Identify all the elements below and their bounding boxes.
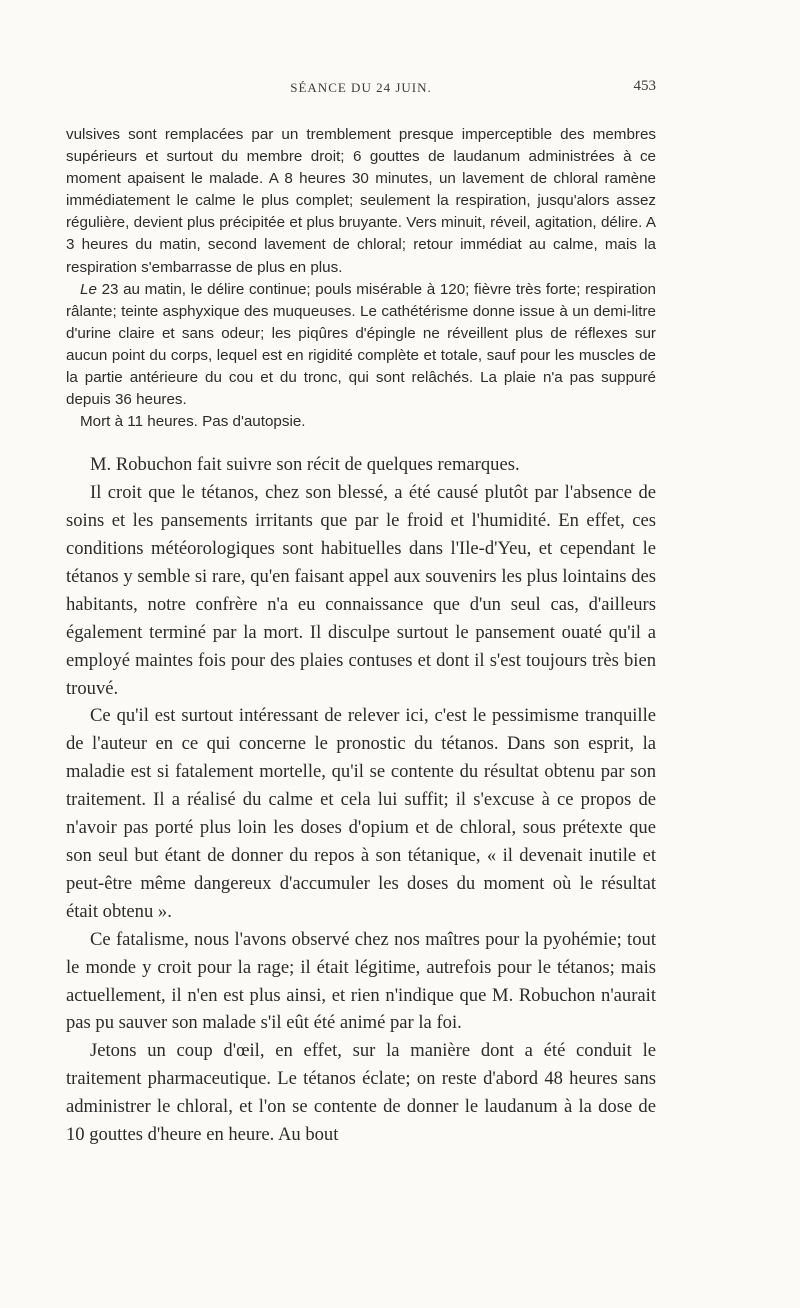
observation-paragraph-2 [66, 279, 656, 412]
observation-date-word: Le [80, 280, 97, 298]
running-title: SÉANCE DU 24 JUIN. [290, 80, 432, 95]
book-page [66, 76, 656, 1149]
commentary [66, 451, 656, 1149]
page-number: 453 [633, 78, 656, 94]
commentary-paragraph-5: Jetons un coup d'œil, en effet, sur la manière dont a été conduit le traitement pharmaceutique. Le tétanos éclate; on reste d'abord 48 heures sans administrer le chloral, et l'on se contente de donner le laudanum à la dose de 10 gouttes d'heure en heure. Au bout [66, 1040, 656, 1146]
commentary-paragraph-2: Il croit que le tétanos, chez son blessé, a été causé plutôt par l'absence de soins et les pansements irritants que par le froid et l'humidité. En effet, ces conditions météorologiques sont habituelles dans l'Ile-d'Yeu, et cependant le tétanos y semble si rare, qu'en faisant appel aux souvenirs les plus lointains des habitants, notre confrère n'a eu connaissance que d'un seul cas, d'ailleurs également terminé par la mort. Il disculpe surtout le pansement ouaté qu'il a employé maintes fois pour des plaies contuses et dont il s'est toujours très bien trouvé. [66, 482, 656, 699]
running-head [66, 76, 656, 98]
observation-paragraph-2-text: 23 au matin, le délire continue; pouls misérable à 120; fièvre très forte; respiration râlante; teinte asphyxique des muqueuses. Le cathétérisme donne issue à un demi-litre d'urine claire et sans odeur; les piqûres d'épingle ne réveillent plus de réflexes sur aucun point du corps, lequel est en rigidité complète et totale, sauf pour les muscles de la partie antérieure du cou et du tronc, qui sont relâchés. La plaie n'a pas suppuré depuis 36 heures. [66, 280, 656, 409]
commentary-paragraph-3: Ce qu'il est surtout intéressant de relever ici, c'est le pessimisme tranquille de l'auteur en ce qui concerne le pronostic du tétanos. Dans son esprit, la maladie est si fatalement mortelle, qu'il se contente du résultat obtenu par son traitement. Il a réalisé du calme et cela lui suffit; il s'excuse à ce propos de n'avoir pas porté plus loin les doses d'opium et de chloral, sous prétexte que son seul but étant de donner du repos à son tétanique, « il devenait inutile et peut-être même dangereux d'accumuler les doses du moment où le résultat était obtenu ». [66, 705, 656, 922]
observation-paragraph-3: Mort à 11 heures. Pas d'autopsie. [80, 413, 306, 431]
commentary-paragraph-4: Ce fatalisme, nous l'avons observé chez nos maîtres pour la pyohémie; tout le monde y croit pour la rage; il était légitime, autrefois pour le tétanos; mais actuellement, il n'en est plus ainsi, et rien n'indique que M. Robuchon n'aurait pas pu sauver son malade s'il eût été animé par la foi. [66, 928, 656, 1034]
case-observation [66, 124, 656, 433]
observation-paragraph-1: vulsives sont remplacées par un tremblement presque imperceptible des membres supérieurs et surtout du membre droit; 6 gouttes de laudanum administrées à ce moment apaisent le malade. A 8 heures 30 minutes, un lavement de chloral ramène immédiatement le calme le plus complet; seulement la respiration, jusqu'alors assez régulière, devient plus précipitée et plus bruyante. Vers minuit, réveil, agitation, délire. A 3 heures du matin, second lavement de chloral; retour immédiat au calme, mais la respiration s'embarrasse de plus en plus. [66, 126, 656, 276]
commentary-paragraph-1: M. Robuchon fait suivre son récit de quelques remarques. [90, 454, 520, 476]
